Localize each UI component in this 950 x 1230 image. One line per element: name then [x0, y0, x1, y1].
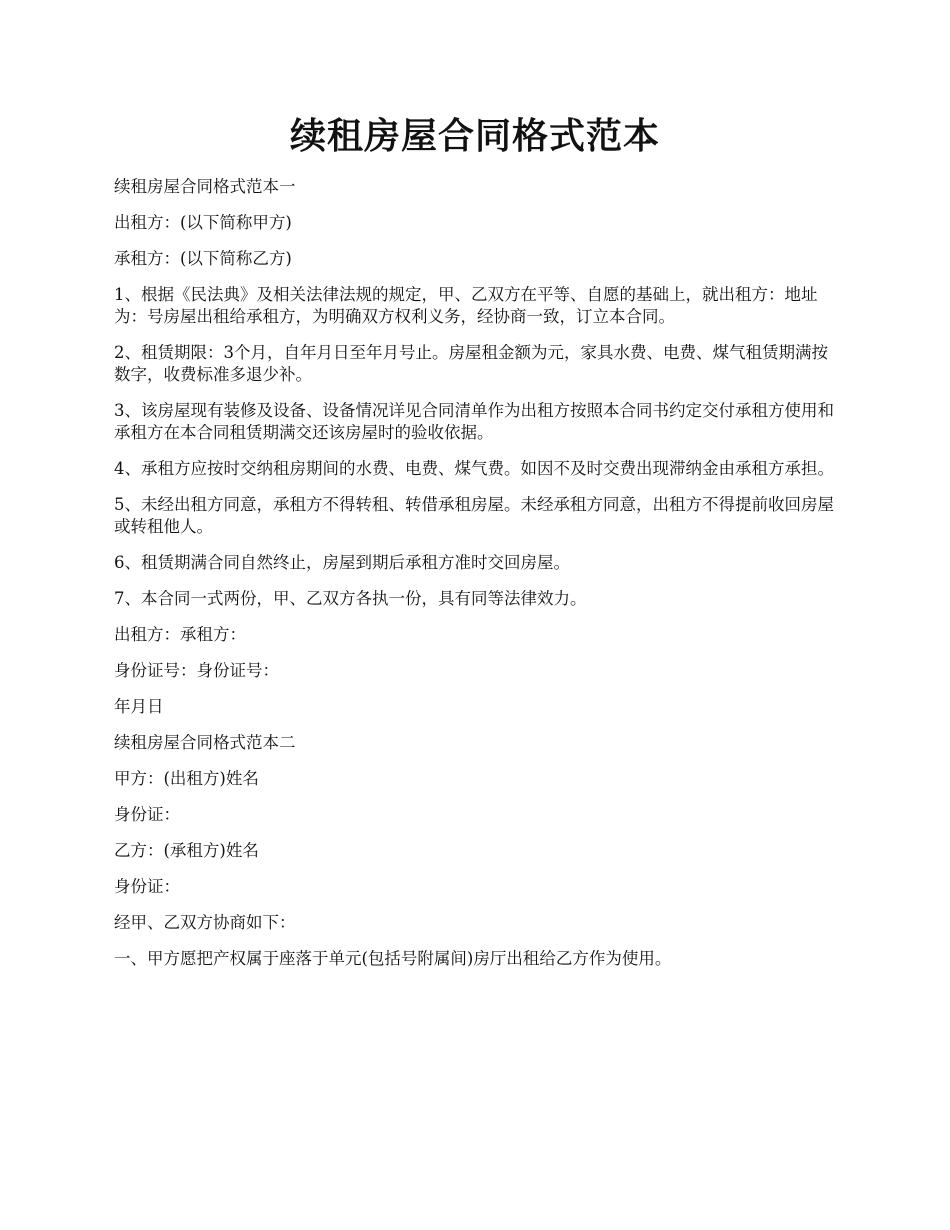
party-b-id-line: 身份证： [114, 877, 180, 896]
clause-5: 5、未经出租方同意，承租方不得转租、转借承租房屋。未经承租方同意，出租方不得提前收回房屋或转租他人。 [114, 495, 834, 536]
clause-6: 6、租赁期满合同自然终止，房屋到期后承租方准时交回房屋。 [114, 553, 570, 572]
agreement-intro-line: 经甲、乙双方协商如下： [114, 913, 296, 932]
clause-7: 7、本合同一式两份，甲、乙双方各执一份，具有同等法律效力。 [114, 589, 587, 608]
section-heading-template-2: 续租房屋合同格式范本二 [114, 733, 296, 752]
clause-1: 1、根据《民法典》及相关法律法规的规定，甲、乙双方在平等、自愿的基础上，就出租方：地址为：号房屋出租给承租方，为明确双方权利义务，经协商一致，订立本合同。 [114, 285, 818, 326]
clause-3: 3、该房屋现有装修及设备、设备情况详见合同清单作为出租方按照本合同书约定交付承租方使用和承租方在本合同租赁期满交还该房屋时的验收依据。 [114, 401, 834, 442]
date-line: 年月日 [114, 697, 164, 716]
article-1: 一、甲方愿把产权属于座落于单元(包括号附属间)房厅出租给乙方作为使用。 [114, 949, 672, 968]
party-b-name-line: 乙方：(承租方)姓名 [114, 841, 259, 860]
party-a-id-line: 身份证： [114, 805, 180, 824]
clause-4: 4、承租方应按时交纳租房期间的水费、电费、煤气费。如因不及时交费出现滞纳金由承租方承担。 [114, 459, 834, 478]
section-heading-template-1: 续租房屋合同格式范本一 [114, 177, 296, 196]
document-title: 续租房屋合同格式范本 [289, 115, 660, 157]
id-number-line: 身份证号：身份证号： [114, 661, 279, 680]
signature-parties-line: 出租方：承租方： [114, 625, 246, 644]
lessee-line: 承租方：(以下简称乙方) [114, 249, 292, 268]
party-a-name-line: 甲方：(出租方)姓名 [114, 769, 259, 788]
document-body [114, 176, 836, 984]
clause-2: 2、租赁期限：3个月，自年月日至年月号止。房屋租金额为元，家具水费、电费、煤气租赁期满按数字，收费标准多退少补。 [114, 343, 828, 384]
lessor-line: 出租方：(以下简称甲方) [114, 213, 292, 232]
